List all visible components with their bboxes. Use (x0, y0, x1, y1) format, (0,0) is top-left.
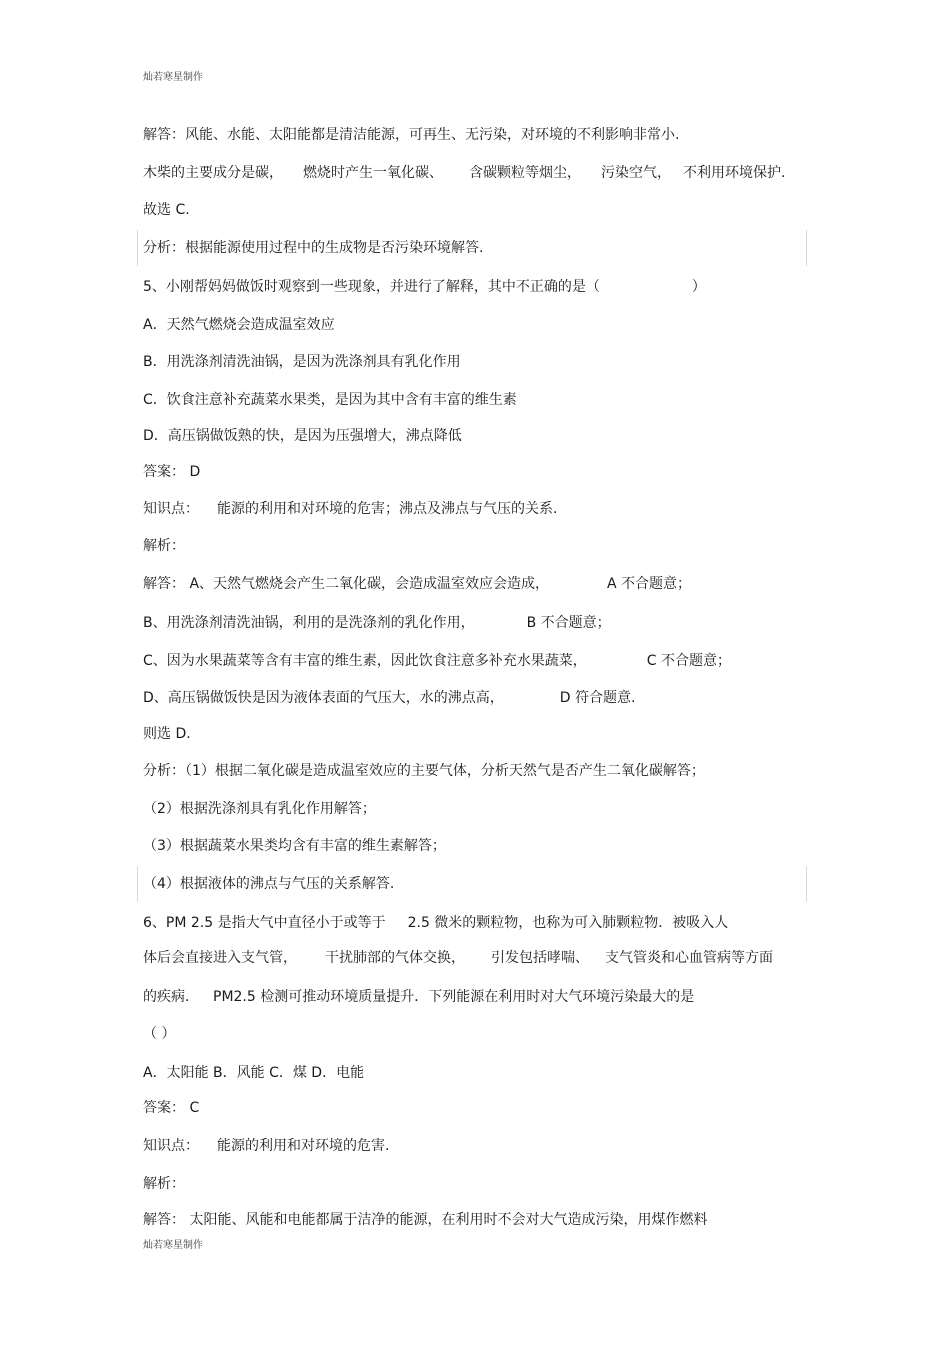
solution-line-2 (143, 164, 785, 182)
text-span: 含碳颗粒等烟尘， (469, 165, 581, 181)
text-span: 2.5 微米的颗粒物，也称为可入肺颗粒物．被吸入人 (407, 915, 729, 931)
left-rule (137, 866, 138, 902)
solution-5-c (143, 652, 731, 670)
text-span: D、高压锅做饭快是因为液体表面的气压大，水的沸点高， (143, 690, 504, 706)
question-5-option-a: A．天然气燃烧会造成温室效应 (143, 317, 335, 333)
question-6-bracket: （ ） (143, 1026, 176, 1042)
question-6-line-1 (143, 914, 728, 932)
question-5-option-d: D．高压锅做饭熟的快，是因为压强增大，沸点降低 (143, 428, 462, 444)
text-span: A 不合题意； (607, 576, 692, 592)
choice-5: 则选 D. (143, 726, 191, 742)
analysis-5-line-3: （3）根据蔬菜水果类均含有丰富的维生素解答； (143, 838, 446, 854)
text-span: 干扰肺部的气体交换， (325, 950, 465, 966)
text-span: 能源的利用和对环境的危害；沸点及沸点与气压的关系. (217, 501, 558, 517)
right-rule (806, 230, 807, 266)
analysis-5-line-4: （4）根据液体的沸点与气压的关系解答. (143, 876, 395, 892)
solution-5-d (143, 689, 635, 707)
knowledge-point-5 (143, 500, 557, 518)
text-span: 5、小刚帮妈妈做饭时观察到一些现象，并进行了解释，其中不正确的是（ (143, 279, 600, 295)
text-span: C、因为水果蔬菜等含有丰富的维生素，因此饮食注意多补充水果蔬菜， (143, 653, 587, 669)
text-span: 知识点： (143, 1138, 199, 1154)
text-span: 能源的利用和对环境的危害. (217, 1138, 390, 1154)
solution-line-1: 解答：风能、水能、太阳能都是清洁能源，可再生、无污染，对环境的不利影响非常小. (143, 127, 680, 143)
text-span: 木柴的主要成分是碳， (143, 165, 283, 181)
question-6-options: A．太阳能 B．风能 C．煤 D．电能 (143, 1065, 365, 1081)
explanation-label-5: 解析： (143, 538, 185, 554)
question-5-option-c: C．饮食注意补充蔬菜水果类，是因为其中含有丰富的维生素 (143, 392, 517, 408)
analysis-5-line-2: （2）根据洗涤剂具有乳化作用解答； (143, 801, 376, 817)
text-span: 解答： A、天然气燃烧会产生二氧化碳，会造成温室效应会造成， (143, 576, 550, 592)
text-span: 体后会直接进入支气管， (143, 950, 297, 966)
right-rule (806, 866, 807, 902)
text-span: 燃烧时产生一氧化碳、 (303, 165, 443, 181)
text-span: C 不合题意； (646, 653, 732, 669)
solution-5-b (143, 614, 611, 632)
analysis-line: 分析：根据能源使用过程中的生成物是否污染环境解答. (143, 240, 484, 256)
text-span: 污染空气， (601, 165, 671, 181)
text-span: B 不合题意； (526, 615, 611, 631)
text-span: 6、PM 2.5 是指大气中直径小于或等于 (143, 915, 386, 931)
text-span: ） (691, 279, 706, 295)
text-span: 支气管炎和心血管病等方面 (605, 950, 773, 966)
question-6-line-3 (143, 988, 694, 1006)
text-span: 知识点： (143, 501, 199, 517)
left-rule (137, 230, 138, 266)
text-span: 的疾病． (143, 989, 199, 1005)
text-span: 不利用环境保护. (683, 165, 786, 181)
question-6-line-2 (143, 949, 773, 967)
question-5-option-b: B．用洗涤剂清洗油锅，是因为洗涤剂具有乳化作用 (143, 354, 461, 370)
solution-5-a (143, 575, 691, 593)
text-span: 引发包括哮喘、 (491, 950, 589, 966)
answer-5: 答案： D (143, 464, 201, 480)
choice-line: 故选 C. (143, 202, 190, 218)
knowledge-point-6 (143, 1137, 389, 1155)
solution-6: 解答： 太阳能、风能和电能都属于洁净的能源，在利用时不会对大气造成污染，用煤作燃料 (143, 1212, 708, 1228)
page-header: 灿若寒星制作 (143, 72, 203, 83)
page-footer: 灿若寒星制作 (143, 1240, 203, 1251)
answer-6: 答案： C (143, 1100, 200, 1116)
text-span: PM2.5 检测可推动环境质量提升．下列能源在利用时对大气环境污染最大的是 (213, 989, 695, 1005)
explanation-label-6: 解析： (143, 1176, 185, 1192)
text-span: B、用洗涤剂清洗油锅，利用的是洗涤剂的乳化作用， (143, 615, 475, 631)
question-5-stem (143, 278, 706, 296)
analysis-5-line-1: 分析：（1）根据二氧化碳是造成温室效应的主要气体，分析天然气是否产生二氧化碳解答； (143, 763, 705, 779)
text-span: D 符合题意. (559, 690, 636, 706)
